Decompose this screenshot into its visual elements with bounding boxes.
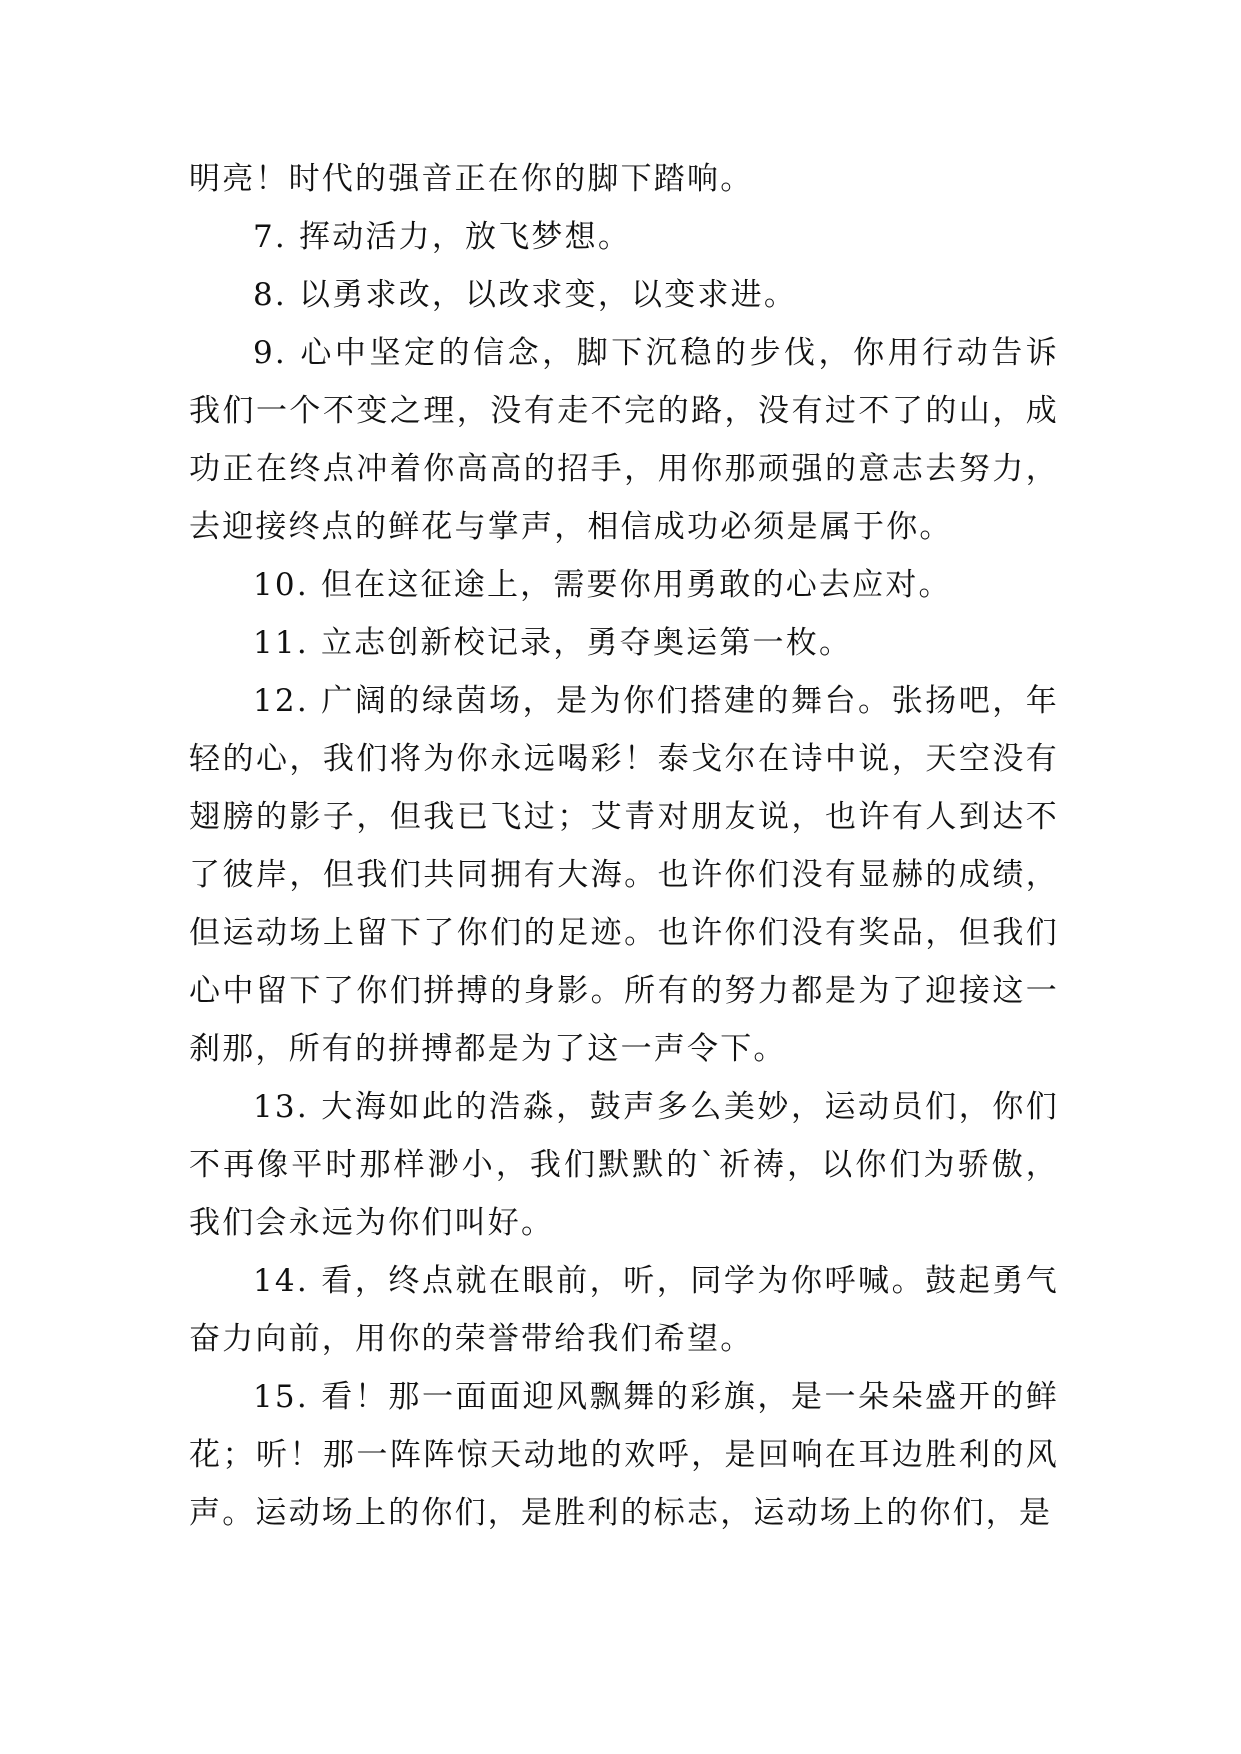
paragraph-item-7: 7. 挥动活力，放飞梦想。: [253, 219, 632, 255]
paragraph-item-10: 10. 但在这征途上，需要你用勇敢的心去应对。: [253, 567, 952, 603]
paragraph-item-12: 12. 广阔的绿茵场，是为你们搭建的舞台。张扬吧，年轻的心，我们将为你永远喝彩！泰戈尔在诗中说，天空没有翅膀的影子，但我已飞过；艾青对朋友说，也许有人到达不了彼岸，但我们共同拥有大海。也许你们没有显赫的成绩，但运动场上留下了你们的足迹。也许你们没有奖品，但我们心中留下了你们拼搏的身影。所有的努力都是为了迎接这一刹那，所有的拼搏都是为了这一声令下。: [189, 683, 1059, 1067]
paragraph-item-15: 15. 看！那一面面迎风飘舞的彩旗，是一朵朵盛开的鲜花；听！那一阵阵惊天动地的欢呼，是回响在耳边胜利的风声。运动场上的你们，是胜利的标志，运动场上的你们，是: [189, 1379, 1059, 1531]
paragraph-item-13: 13. 大海如此的浩淼，鼓声多么美妙，运动员们，你们不再像平时那样渺小，我们默默的`祈祷，以你们为骄傲，我们会永远为你们叫好。: [189, 1089, 1059, 1241]
paragraph-continuation: 明亮！时代的强音正在你的脚下踏响。: [189, 161, 754, 197]
paragraph-item-11: 11. 立志创新校记录，勇夺奥运第一枚。: [253, 625, 853, 661]
paragraph-item-14: 14. 看，终点就在眼前，听，同学为你呼喊。鼓起勇气奋力向前，用你的荣誉带给我们希望。: [189, 1263, 1059, 1357]
document-body: [189, 150, 1059, 1542]
paragraph-item-9: 9. 心中坚定的信念，脚下沉稳的步伐，你用行动告诉我们一个不变之理，没有走不完的路，没有过不了的山，成功正在终点冲着你高高的招手，用你那顽强的意志去努力，去迎接终点的鲜花与掌声，相信成功必须是属于你。: [189, 335, 1059, 545]
paragraph-item-8: 8. 以勇求改，以改求变，以变求进。: [253, 277, 798, 313]
